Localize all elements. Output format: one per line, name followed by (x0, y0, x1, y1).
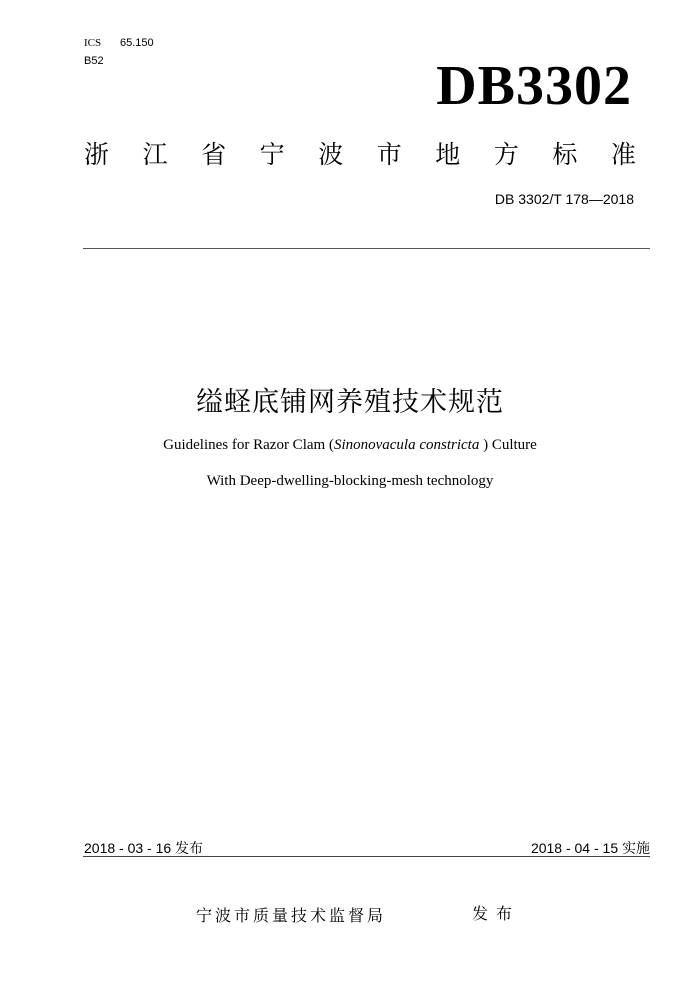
standard-type-char: 浙 (84, 141, 110, 169)
standard-type-char: 宁 (259, 141, 285, 169)
footer-divider (83, 856, 650, 857)
standard-type-char: 方 (493, 141, 519, 169)
header-divider (83, 248, 650, 249)
standard-type-char: 波 (318, 141, 344, 169)
issue-date: 2018 - 03 - 16 发布 (84, 840, 204, 856)
chinese-title: 缢蛏底铺网养殖技术规范 (196, 387, 504, 417)
standard-type-char: 市 (376, 141, 402, 169)
standard-type-char: 江 (142, 141, 168, 169)
standard-number: DB 3302/T 178—2018 (494, 191, 634, 207)
standard-type-char: 标 (552, 141, 578, 169)
ics-code: 65.150 (120, 37, 154, 49)
english-title-line-1 (0, 437, 700, 454)
classification-code: B52 (84, 55, 104, 67)
english-title-suffix: ) Culture (479, 437, 537, 453)
species-name: Sinonovacula constricta (333, 437, 480, 453)
ics-label: ICS (84, 37, 102, 49)
standard-type-char: 准 (610, 141, 636, 169)
standard-type-char: 地 (435, 141, 461, 169)
implementation-date: 2018 - 04 - 15 实施 (530, 840, 650, 856)
publisher: 宁波市质量技术监督局 (196, 908, 387, 925)
standard-type-char: 省 (201, 141, 227, 169)
english-title-prefix: Guidelines for Razor Clam ( (163, 437, 334, 453)
standard-type-heading (84, 140, 636, 170)
standard-code: DB3302 (436, 55, 632, 117)
publish-label: 发布 (472, 906, 521, 923)
english-title-line-2: With Deep-dwelling-blocking-mesh technology (206, 473, 494, 489)
